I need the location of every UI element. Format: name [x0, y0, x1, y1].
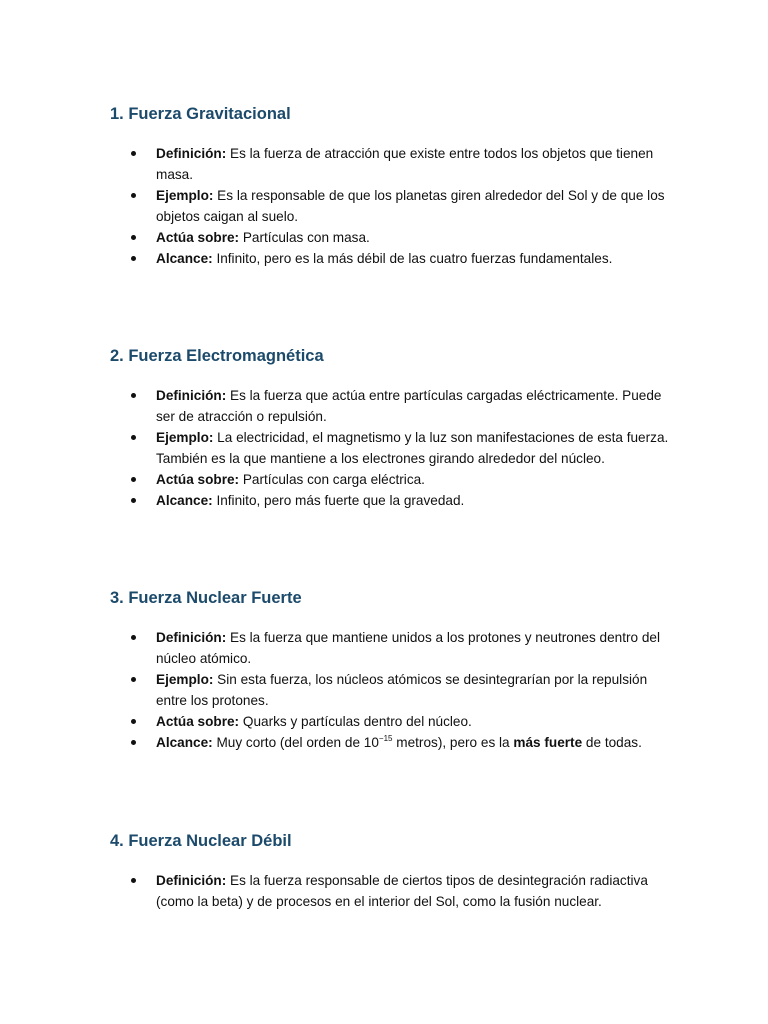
item-term: Actúa sobre: — [156, 230, 240, 245]
section-strong-nuclear — [110, 587, 670, 753]
emphasis-text: más fuerte — [513, 735, 583, 750]
bullet-icon — [131, 151, 136, 156]
item-term: Definición: — [156, 873, 227, 888]
item-term: Ejemplo: — [156, 188, 214, 203]
bullet-icon — [131, 677, 136, 682]
exponent: −15 — [378, 734, 393, 743]
bullet-list — [110, 385, 670, 511]
bullet-icon — [131, 878, 136, 883]
item-term: Actúa sobre: — [156, 472, 240, 487]
item-text: La electricidad, el magnetismo y la luz son manifestaciones de esta fuerza. También es la que mantiene a los electrones girando alrededor del núcleo. — [156, 430, 669, 466]
section-heading: 4. Fuerza Nuclear Débil — [110, 832, 292, 850]
section-weak-nuclear — [110, 830, 670, 912]
list-item — [110, 732, 670, 753]
section-gravitational — [110, 103, 670, 269]
item-text-middle: metros), pero es la — [392, 735, 514, 750]
bullet-icon — [131, 498, 136, 503]
item-text: Es la fuerza que mantiene unidos a los protones y neutrones dentro del núcleo atómico. — [156, 630, 660, 666]
item-text: Quarks y partículas dentro del núcleo. — [239, 714, 472, 729]
section-heading: 1. Fuerza Gravitacional — [110, 105, 291, 123]
bullet-icon — [131, 635, 136, 640]
bullet-icon — [131, 256, 136, 261]
item-term: Alcance: — [156, 735, 213, 750]
item-term: Definición: — [156, 146, 227, 161]
bullet-icon — [131, 393, 136, 398]
item-text: Infinito, pero es la más débil de las cuatro fuerzas fundamentales. — [212, 251, 613, 266]
list-item — [110, 143, 670, 185]
item-text: Partículas con masa. — [239, 230, 370, 245]
item-term: Definición: — [156, 388, 227, 403]
list-item — [110, 469, 670, 490]
list-item — [110, 870, 670, 912]
list-item — [110, 185, 670, 227]
item-term: Ejemplo: — [156, 672, 214, 687]
item-term: Actúa sobre: — [156, 714, 240, 729]
list-item — [110, 711, 670, 732]
bullet-icon — [131, 435, 136, 440]
section-heading: 3. Fuerza Nuclear Fuerte — [110, 589, 302, 607]
section-heading: 2. Fuerza Electromagnética — [110, 347, 324, 365]
list-item — [110, 227, 670, 248]
item-text: Es la fuerza de atracción que existe entre todos los objetos que tienen masa. — [156, 146, 654, 182]
list-item — [110, 490, 670, 511]
item-term: Alcance: — [156, 251, 213, 266]
list-item — [110, 427, 670, 469]
item-text: Infinito, pero más fuerte que la gravedad. — [212, 493, 465, 508]
list-item — [110, 385, 670, 427]
bullet-list — [110, 627, 670, 753]
item-text: Partículas con carga eléctrica. — [239, 472, 425, 487]
item-text-before: Muy corto (del orden de 10 — [212, 735, 379, 750]
item-text: Es la fuerza que actúa entre partículas cargadas eléctricamente. Puede ser de atracción o repulsión. — [156, 388, 662, 424]
item-term: Alcance: — [156, 493, 213, 508]
item-text-after: de todas. — [582, 735, 642, 750]
bullet-list — [110, 143, 670, 269]
section-electromagnetic — [110, 345, 670, 511]
bullet-icon — [131, 235, 136, 240]
list-item — [110, 627, 670, 669]
bullet-icon — [131, 193, 136, 198]
bullet-icon — [131, 719, 136, 724]
list-item — [110, 669, 670, 711]
bullet-icon — [131, 740, 136, 745]
bullet-icon — [131, 477, 136, 482]
list-item — [110, 248, 670, 269]
item-text: Es la fuerza responsable de ciertos tipos de desintegración radiactiva (como la beta) y de procesos en el interior del Sol, como la fusión nuclear. — [156, 873, 648, 909]
item-term: Ejemplo: — [156, 430, 214, 445]
item-text: Es la responsable de que los planetas giren alrededor del Sol y de que los objetos caigan al suelo. — [156, 188, 665, 224]
item-term: Definición: — [156, 630, 227, 645]
bullet-list — [110, 870, 670, 912]
item-text: Sin esta fuerza, los núcleos atómicos se desintegrarían por la repulsión entre los protones. — [156, 672, 648, 708]
